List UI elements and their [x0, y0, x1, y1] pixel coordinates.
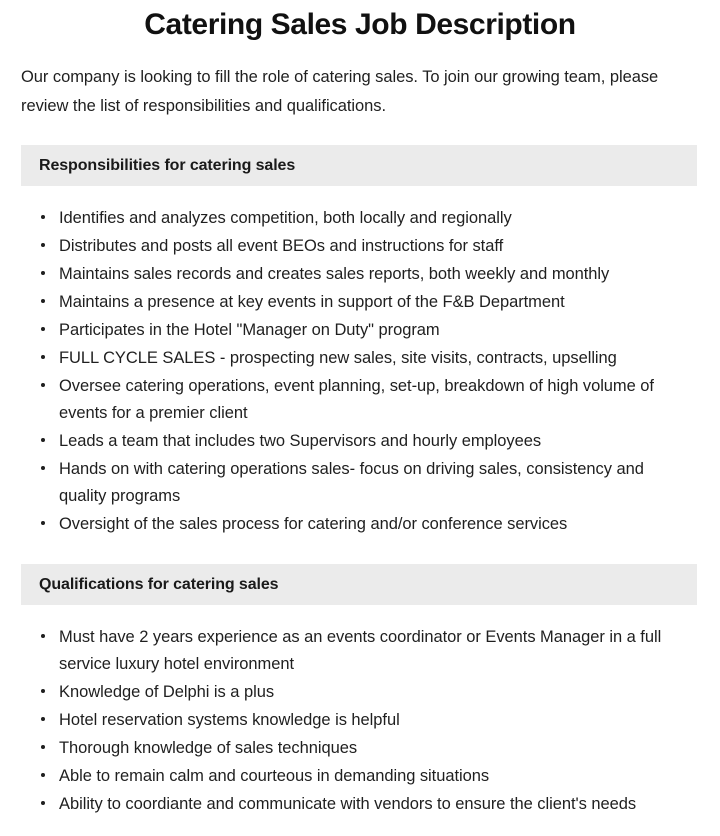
responsibility-text: Participates in the Hotel "Manager on Duty" program [59, 321, 440, 339]
responsibility-text: Identifies and analyzes competition, both locally and regionally [59, 209, 512, 227]
list-item [0, 345, 720, 372]
section-heading-responsibilities: Responsibilities for catering sales [21, 145, 697, 186]
responsibility-text: FULL CYCLE SALES - prospecting new sales, site visits, contracts, upselling [59, 349, 617, 367]
bullet-dot-icon [41, 243, 45, 247]
bullet-dot-icon [41, 271, 45, 275]
responsibility-text: Oversight of the sales process for catering and/or conference services [59, 515, 568, 533]
bullet-dot-icon [41, 689, 45, 693]
bullet-dot-icon [41, 634, 45, 638]
responsibility-text: Hands on with catering operations sales- focus on driving sales, consistency and quality programs [59, 460, 644, 505]
bullet-dot-icon [41, 438, 45, 442]
bullet-dot-icon [41, 383, 45, 387]
list-item [0, 233, 720, 260]
responsibility-text: Distributes and posts all event BEOs and instructions for staff [59, 237, 504, 255]
list-item [0, 289, 720, 316]
responsibilities-list [0, 186, 720, 538]
list-item [0, 317, 720, 344]
list-item [0, 735, 720, 762]
bullet-dot-icon [41, 466, 45, 470]
bullet-dot-icon [41, 745, 45, 749]
bullet-dot-icon [41, 717, 45, 721]
responsibility-text: Leads a team that includes two Supervisors and hourly employees [59, 432, 542, 450]
list-item [0, 511, 720, 538]
responsibility-text: Oversee catering operations, event planning, set-up, breakdown of high volume of events for a premier client [59, 377, 654, 422]
list-item [0, 679, 720, 706]
list-item [0, 456, 720, 510]
qualification-text: Able to remain calm and courteous in demanding situations [59, 767, 490, 785]
section-qualifications [0, 564, 720, 818]
list-item [0, 428, 720, 455]
qualifications-list [0, 605, 720, 818]
bullet-dot-icon [41, 801, 45, 805]
bullet-dot-icon [41, 355, 45, 359]
bullet-dot-icon [41, 327, 45, 331]
qualification-text: Knowledge of Delphi is a plus [59, 683, 275, 701]
list-item [0, 205, 720, 232]
list-item [0, 763, 720, 790]
bullet-dot-icon [41, 299, 45, 303]
list-item [0, 373, 720, 427]
list-item [0, 624, 720, 678]
responsibility-text: Maintains sales records and creates sales reports, both weekly and monthly [59, 265, 610, 283]
intro-paragraph: Our company is looking to fill the role of catering sales. To join our growing team, please review the list of responsibilities and qualifications. [21, 68, 659, 115]
list-item [0, 261, 720, 288]
responsibility-text: Maintains a presence at key events in support of the F&B Department [59, 293, 565, 311]
list-item [0, 707, 720, 734]
page-title: Catering Sales Job Description [144, 8, 576, 41]
qualification-text: Hotel reservation systems knowledge is helpful [59, 711, 400, 729]
bullet-dot-icon [41, 215, 45, 219]
section-heading-qualifications: Qualifications for catering sales [21, 564, 697, 605]
section-responsibilities [0, 145, 720, 538]
bullet-dot-icon [41, 521, 45, 525]
bullet-dot-icon [41, 773, 45, 777]
qualification-text: Thorough knowledge of sales techniques [59, 739, 358, 757]
list-item [0, 791, 720, 818]
qualification-text: Ability to coordiante and communicate with vendors to ensure the client's needs [59, 795, 637, 813]
qualification-text: Must have 2 years experience as an events coordinator or Events Manager in a full service luxury hotel environment [59, 628, 662, 673]
